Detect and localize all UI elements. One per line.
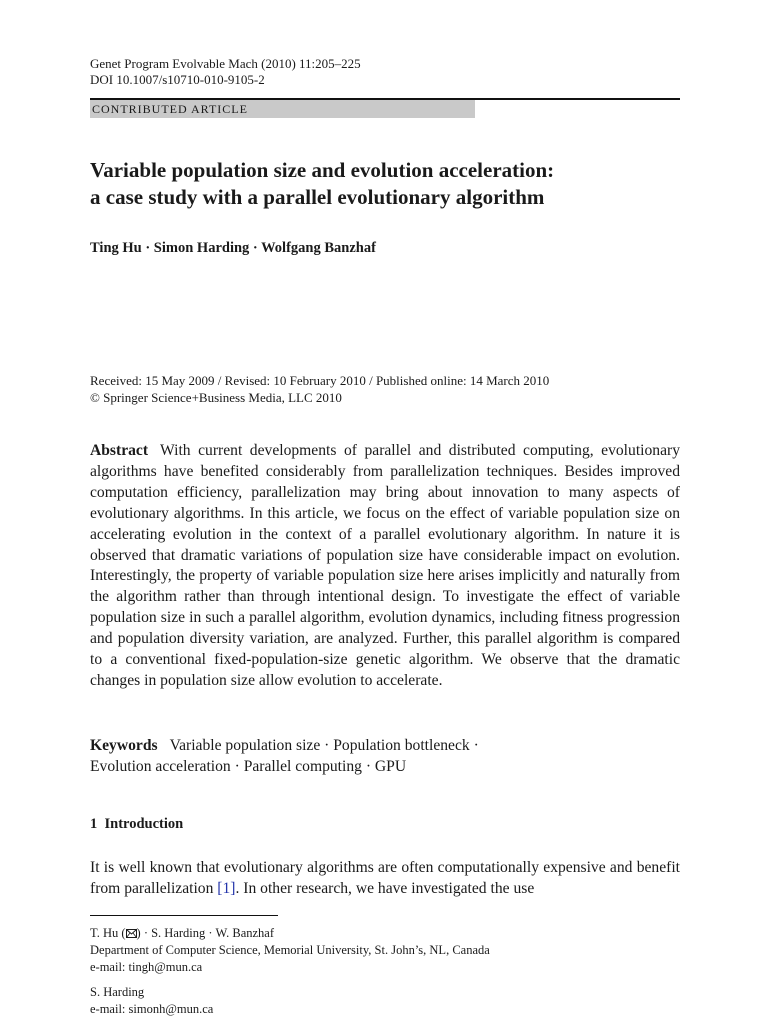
citation-link[interactable]: [1] [217, 880, 236, 897]
footnote-email-2[interactable]: e-mail: simonh@mun.ca [90, 1002, 214, 1016]
section-number: 1 [90, 816, 98, 832]
footnote-author-line [90, 925, 680, 942]
article-type-banner: CONTRIBUTED ARTICLE [90, 100, 475, 118]
footnote-author1-suffix: ) · S. Harding · W. Banzhaf [136, 926, 275, 940]
intro-text-after: . In other research, we have investigated the use [235, 880, 535, 897]
footnote-email-1[interactable]: e-mail: tingh@mun.ca [90, 960, 203, 974]
intro-paragraph [90, 857, 680, 899]
keywords-line-2: Evolution acceleration · Parallel computing · GPU [90, 758, 407, 775]
footnote-rule [90, 915, 278, 916]
keywords-line-1: Variable population size · Population bottleneck · [169, 737, 479, 754]
abstract-label: Abstract [90, 442, 149, 459]
footnote-affiliation: Department of Computer Science, Memorial University, St. John’s, NL, Canada [90, 943, 490, 957]
keywords [90, 735, 680, 777]
author-footnotes [90, 925, 680, 1018]
author-list: Ting Hu · Simon Harding · Wolfgang Banzhaf [90, 240, 376, 256]
journal-header [90, 56, 361, 88]
intro-text-before: It is well known that evolutionary algorithms are often computationally expensive and benefit from parallelization [90, 859, 680, 897]
keywords-label: Keywords [90, 737, 158, 754]
footnote-author-2: S. Harding [90, 985, 145, 999]
title-line-2: a case study with a parallel evolutionary algorithm [90, 185, 545, 209]
copyright: © Springer Science+Business Media, LLC 2010 [90, 390, 342, 405]
publication-dates [90, 372, 680, 406]
footnote-author1-prefix: T. Hu ( [90, 926, 126, 940]
received-revised-published: Received: 15 May 2009 / Revised: 10 February 2010 / Published online: 14 March 2010 [90, 373, 550, 388]
section-title: Introduction [104, 816, 184, 832]
section-heading [90, 816, 183, 833]
journal-citation: Genet Program Evolvable Mach (2010) 11:205–225 [90, 56, 361, 71]
title-line-1: Variable population size and evolution acceleration: [90, 158, 555, 182]
abstract [90, 441, 680, 692]
paper-title [90, 157, 680, 211]
abstract-text: With current developments of parallel and distributed computing, evolutionary algorithms have benefited considerably from parallelization techniques. Besides improved computation efficiency, parallelization may bring about innovation to many aspects of evolutionary algorithms. In this article, we focus on the effect of variable population size on accelerating evolution in the context of a parallel evolutionary algorithm. In nature it is observed that dramatic variations of population size have considerable impact on evolution. Interestingly, the property of variable population size here arises implicitly and naturally from the algorithm rather than through intentional design. To investigate the effect of variable population size in such a parallel algorithm, evolution dynamics, including fitness progression and population diversity variation, are analyzed. Further, this parallel algorithm is compared to a conventional fixed-population-size genetic algorithm. We observe that the dramatic changes in population size allow evolution to accelerate. [90, 442, 680, 689]
envelope-icon [126, 929, 137, 938]
doi: DOI 10.1007/s10710-010-9105-2 [90, 72, 265, 87]
